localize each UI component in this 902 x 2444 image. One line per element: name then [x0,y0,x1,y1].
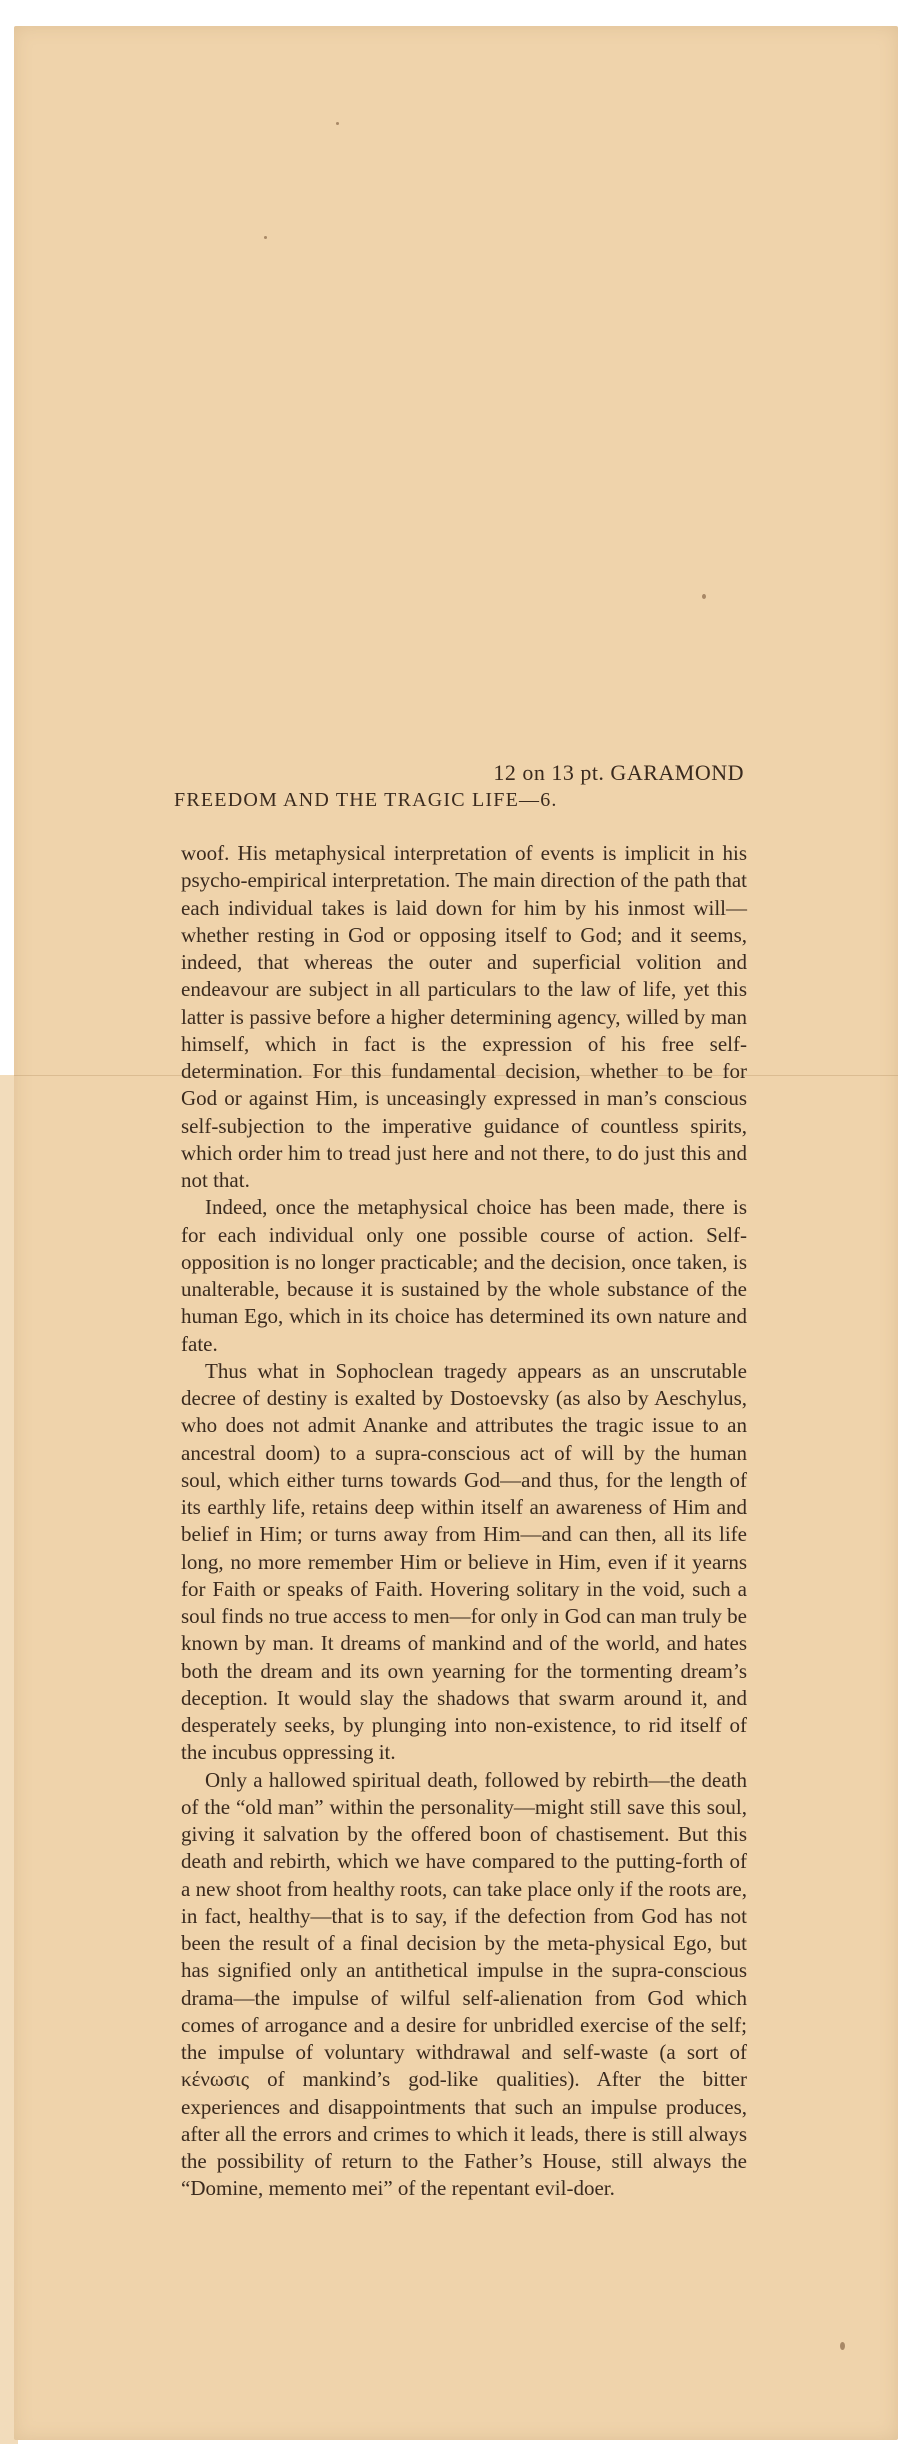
typeface-spec: 12 on 13 pt. GARAMOND [493,760,744,785]
paper-speck [336,122,339,125]
paragraph: Thus what in Sophoclean tragedy appears as an unscrutable decree of destiny is exalted by Dostoevsky (as also by Aeschylus, who does not admit Ananke and attributes the tragic issue to an ancestral doom) to a supra-conscious act of will by the human soul, which either turns towards God—and thus, for the length of its earthly life, retains deep within itself an awareness of Him and belief in Him; or turns away from Him—and can then, all its life long, no more remember Him or believe in Him, even if it yearns for Faith or speaks of Faith. Hovering solitary in the void, such a soul finds no true access to men—for only in God can man truly be known by man. It dreams of mankind and of the world, and hates both the dream and its own yearning for the tormenting dream’s deception. It would slay the shadows that swarm around it, and desperately seeks, by plunging into non-existence, to rid itself of the incubus oppressing it. [181,1358,747,1765]
page-header [174,760,744,813]
paper-speck [840,2342,845,2350]
paper-speck [702,594,706,599]
running-head: FREEDOM AND THE TRAGIC LIFE—6. [174,789,558,811]
body-text [181,840,747,2203]
paper-speck [264,236,267,239]
paragraph: woof. His metaphysical interpretation of events is implicit in his psycho-empirical interpretation. The main direction of the path that each individual takes is laid down for him by his inmost will—whether resting in God or opposing itself to God; and it seems, indeed, that whereas the outer and superficial volition and endeavour are subject in all particulars to the law of life, yet this latter is passive before a higher determining agency, willed by man himself, which in fact is the expression of his free self-determination. For this fundamental decision, whether to be for God or against Him, is unceasingly expressed in man’s conscious self-subjection to the imperative guidance of countless spirits, which order him to tread just here and not there, to do just this and not that. [181,841,747,1192]
paragraph: Only a hallowed spiritual death, followed by rebirth—the death of the “old man” within the personality—might still save this soul, giving it salvation by the offered boon of chastisement. But this death and rebirth, which we have compared to the putting-forth of a new shoot from healthy roots, can take place only if the roots are, in fact, healthy—that is to say, if the defection from God has not been the result of a final decision by the meta-physical Ego, but has signified only an antithetical impulse in the supra-conscious drama—the impulse of wilful self-alienation from God which comes of arrogance and a desire for unbridled exercise of the self; the impulse of voluntary withdrawal and self-waste (a sort of κένωσις of mankind’s god-like qualities). After the bitter experiences and disappointments that such an impulse produces, after all the errors and crimes to which it leads, there is still always the possibility of return to the Father’s House, still always the “Domine, memento mei” of the repentant evil-doer. [181,1767,747,2201]
paragraph: Indeed, once the metaphysical choice has been made, there is for each individual only one possible course of action. Self-opposition is no longer practicable; and the decision, once taken, is unalterable, because it is sustained by the whole substance of the human Ego, which in its choice has determined its own nature and fate. [181,1195,747,1356]
